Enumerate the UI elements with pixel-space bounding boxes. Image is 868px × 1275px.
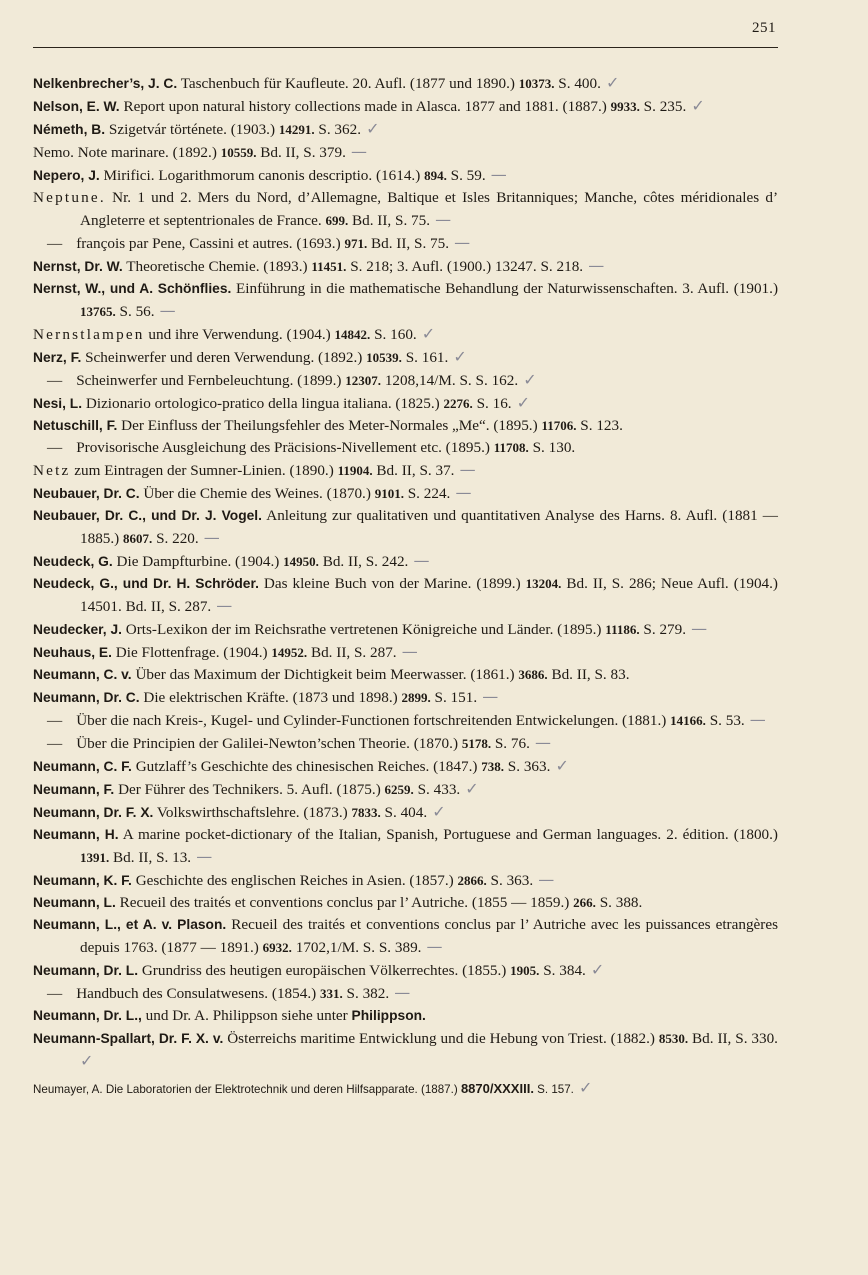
entry-author: Neumann, L., et A. v. Plason. xyxy=(33,917,227,932)
entry-number: 894. xyxy=(424,168,447,183)
entry-author: Neuhaus, E. xyxy=(33,645,112,660)
entry-number: 6259. xyxy=(384,782,414,797)
entry-location: S. 384. xyxy=(539,962,586,979)
entry-number: 11708. xyxy=(493,440,529,455)
entry-location: S. 279. xyxy=(639,621,687,638)
pencil-dash-icon: — xyxy=(430,210,452,229)
entry-number: 699. xyxy=(325,213,349,228)
pencil-dash-icon: — xyxy=(583,256,605,275)
entry-title: Der Einfluss der Theilungsfehler des Meter-Normales „Me“. (1895.) xyxy=(117,417,542,434)
index-entry xyxy=(33,1027,778,1073)
pencil-check-icon: ✓ xyxy=(361,119,380,138)
entry-heading: Netz xyxy=(33,462,71,479)
entry-number: 266. xyxy=(573,895,596,910)
index-entry xyxy=(33,164,778,187)
index-entry xyxy=(33,1005,778,1027)
pencil-dash-icon: — xyxy=(485,165,507,184)
index-entry xyxy=(33,95,778,118)
pencil-check-icon: ✓ xyxy=(460,779,479,798)
entry-number: 2276. xyxy=(443,396,473,411)
entry-location: S. 220. xyxy=(152,530,199,547)
entry-location: S. 53. xyxy=(705,712,745,729)
entry-title: Theoretische Chemie. (1893.) xyxy=(122,258,312,275)
entry-author: Neumann, C. v. xyxy=(33,667,132,682)
entry-location: S. 400. xyxy=(554,75,601,92)
pencil-dash-icon: — xyxy=(529,733,551,752)
entry-location: S. 388. xyxy=(595,894,643,911)
index-entry xyxy=(33,482,778,505)
entry-title: Über die Principien der Galilei-Newton’schen Theorie. (1870.) xyxy=(76,735,462,752)
entry-title: Handbuch des Consulatwesens. (1854.) xyxy=(76,985,320,1002)
entry-location: S. 224. xyxy=(403,485,451,502)
entry-title: Die Dampfturbine. (1904.) xyxy=(112,553,284,570)
pencil-dash-icon: — xyxy=(198,528,220,547)
entry-number: 9101. xyxy=(374,486,404,501)
entry-title: Über das Maximum der Dichtigkeit beim Meerwasser. (1861.) xyxy=(131,666,519,683)
ditto-dash: — xyxy=(47,439,63,456)
header-rule xyxy=(33,47,778,48)
entry-number: 1391. xyxy=(80,850,110,865)
entry-author: Nelson, E. W. xyxy=(33,99,120,114)
index-entries xyxy=(33,72,778,1101)
entry-location: 1702,1/M. S. S. 389. xyxy=(291,939,422,956)
entry-number: 13765. xyxy=(80,304,116,319)
entry-author: Nernst, Dr. W. xyxy=(33,259,123,274)
entry-author: Neumann, Dr. L., xyxy=(33,1008,142,1023)
entry-author: Nelkenbrecher’s, J. C. xyxy=(33,76,178,91)
entry-location: S. 235. xyxy=(639,98,687,115)
entry-title: Einführung in die mathematische Behandlung der Naturwissenschaften. 3. Aufl. (1901.) xyxy=(231,280,778,297)
pencil-check-icon: ✓ xyxy=(573,1078,593,1097)
entry-number: 1905. xyxy=(510,963,540,978)
pencil-dash-icon: — xyxy=(477,687,499,706)
entry-title: Die elektrischen Kräfte. (1873 und 1898.) xyxy=(139,689,402,706)
entry-title: Das kleine Buch von der Marine. (1899.) xyxy=(258,575,526,592)
entry-author: Nesi, L. xyxy=(33,396,83,411)
entry-author: Neudecker, J. xyxy=(33,622,122,637)
entry-number: 10539. xyxy=(366,350,402,365)
index-entry xyxy=(33,914,778,959)
entry-location: Bd. II, S. 37. xyxy=(372,462,455,479)
entry-title: Scheinwerfer und deren Verwendung. (1892.) xyxy=(81,349,367,366)
pencil-dash-icon: — xyxy=(389,983,411,1002)
entry-title: Recueil des traités et conventions conclus par l’ Autriche. (1855 — 1859.) xyxy=(115,894,574,911)
index-entry xyxy=(33,664,778,686)
entry-location: S. 160. xyxy=(370,326,417,343)
entry-title: Die Laboratorien der Elektrotechnik und deren Hilfsapparate. (1887.) xyxy=(102,1083,461,1096)
entry-title: Note marinare. (1892.) xyxy=(73,144,221,161)
entry-author: Netuschill, F. xyxy=(33,418,118,433)
entry-number: 9933. xyxy=(610,99,640,114)
entry-author: Nernst, W., und A. Schönflies. xyxy=(33,281,232,296)
entry-number: 11904. xyxy=(337,463,373,478)
index-entry xyxy=(33,392,778,415)
entry-title: Gutzlaff’s Geschichte des chinesischen Reiches. (1847.) xyxy=(131,758,482,775)
pencil-check-icon: ✓ xyxy=(600,73,620,92)
entry-heading: Nernstlampen xyxy=(33,326,145,343)
entry-number: 2866. xyxy=(457,873,487,888)
entry-number: 14166. xyxy=(670,713,706,728)
entry-number: 5178. xyxy=(461,736,492,751)
pencil-dash-icon: — xyxy=(191,847,213,866)
index-entry xyxy=(33,959,778,982)
entry-location: Bd. II, S. 242. xyxy=(318,553,409,570)
entry-location: Bd. II, S. 75. xyxy=(367,235,450,252)
entry-location: S. 218; 3. Aufl. (1900.) 13247. S. 218. xyxy=(346,258,584,275)
entry-title: Volkswirthschaftslehre. (1873.) xyxy=(153,804,352,821)
entry-number: 14842. xyxy=(334,327,371,342)
index-entry xyxy=(33,369,778,392)
entry-location: S. 123. xyxy=(576,417,623,434)
entry-title: und Dr. A. Philippson siehe unter xyxy=(141,1007,352,1024)
index-entry xyxy=(33,778,778,801)
entry-location: Bd. II, S. 379. xyxy=(256,144,346,161)
index-entry xyxy=(33,187,778,232)
entry-number: 10373. xyxy=(518,76,555,91)
index-entry xyxy=(33,278,778,323)
entry-title: Der Führer des Technikers. 5. Aufl. (1875.) xyxy=(114,781,385,798)
entry-title: Geschichte des englischen Reiches in Asien. (1857.) xyxy=(131,872,458,889)
pencil-check-icon: ✓ xyxy=(427,802,446,821)
entry-title: Über die nach Kreis-, Kugel- und Cylinder-Functionen fortschreitenden Entwickelungen. (1881.) xyxy=(76,712,671,729)
entry-author: Neumann, C. F. xyxy=(33,759,132,774)
entry-title: Österreichs maritime Entwicklung und die Hebung von Triest. (1882.) xyxy=(223,1030,659,1047)
entry-location: S. 363. xyxy=(486,872,534,889)
entry-number: 3686. xyxy=(518,667,548,682)
pencil-dash-icon: — xyxy=(408,551,430,570)
index-entry xyxy=(33,323,778,346)
entry-number: 14950. xyxy=(283,554,319,569)
entry-number: 11706. xyxy=(541,418,577,433)
index-entry xyxy=(33,415,778,437)
entry-location: S. 362. xyxy=(314,121,362,138)
entry-number: 8607. xyxy=(123,531,153,546)
entry-number: 8530. xyxy=(658,1031,689,1046)
entry-title: Nr. 1 und 2. Mers du Nord, d’Allemagne, Baltique et Isles Britanniques; Manche, côtes méridionales d’ Angleterre et septentrionales de France. xyxy=(80,189,778,229)
entry-title: Die Flottenfrage. (1904.) xyxy=(111,644,272,661)
entry-number: 331. xyxy=(320,986,343,1001)
pencil-dash-icon: — xyxy=(454,460,476,479)
entry-number: 6932. xyxy=(262,940,292,955)
entry-location: Bd. II, S. 287. xyxy=(307,644,397,661)
index-entry xyxy=(33,346,778,369)
entry-location: S. 161. xyxy=(401,349,449,366)
entry-author: Neubauer, Dr. C. xyxy=(33,486,140,501)
entry-title: Anleitung zur qualitativen und quantitativen Analyse des Harns. 8. Aufl. (1881 — 1885.) xyxy=(80,507,778,547)
pencil-check-icon: ✓ xyxy=(585,960,605,979)
entry-number: 8870/XXXIII. xyxy=(460,1081,534,1096)
ditto-dash: — xyxy=(47,735,63,752)
entry-title: Szigetvár története. (1903.) xyxy=(105,121,279,138)
entry-heading: Neptune. xyxy=(33,189,106,206)
entry-author: Nerz, F. xyxy=(33,350,82,365)
entry-author: Neumann, F. xyxy=(33,782,115,797)
index-entry xyxy=(33,982,778,1005)
index-entry xyxy=(33,573,778,618)
entry-location: Bd. II, S. 330. xyxy=(688,1030,778,1047)
entry-author: Neumann, K. F. xyxy=(33,873,132,888)
index-entry xyxy=(33,255,778,278)
pencil-dash-icon: — xyxy=(211,596,233,615)
entry-title: Report upon natural history collections made in Alasca. 1877 and 1881. (1887.) xyxy=(119,98,611,115)
entry-title: Orts-Lexikon der im Reichsrathe vertretenen Königreiche und Länder. (1895.) xyxy=(121,621,606,638)
pencil-dash-icon: — xyxy=(396,642,418,661)
entry-title: Dizionario ortologico-pratico della lingua italiana. (1825.) xyxy=(82,395,444,412)
index-entry xyxy=(33,1077,778,1101)
entry-location: S. 56. xyxy=(115,303,155,320)
entry-author: Neumann, Dr. L. xyxy=(33,963,139,978)
pencil-dash-icon: — xyxy=(449,233,471,252)
index-entry xyxy=(33,824,778,869)
entry-number: 738. xyxy=(481,759,504,774)
entry-number: 971. xyxy=(344,236,368,251)
entry-author: Neumayer, A. xyxy=(33,1083,103,1096)
index-entry xyxy=(33,641,778,664)
page-number: 251 xyxy=(752,20,776,36)
entry-title: Grundriss des heutigen europäischen Völkerrechtes. (1855.) xyxy=(138,962,511,979)
entry-location: S. 59. xyxy=(446,167,486,184)
pencil-dash-icon: — xyxy=(744,710,766,729)
entry-heading: Nemo. xyxy=(33,144,74,161)
entry-number: 11186. xyxy=(605,622,640,637)
entry-location: 1208,14/M. S. S. 162. xyxy=(381,372,519,389)
entry-number: 10559. xyxy=(220,145,257,160)
pencil-dash-icon: — xyxy=(345,142,367,161)
pencil-dash-icon: — xyxy=(533,870,555,889)
entry-location: S. 157. xyxy=(533,1083,574,1096)
entry-title: Recueil des traités et conventions conclus par l’ Autriche avec les puissances etrangères depuis 1763. (1877 — 1891.) xyxy=(80,916,778,956)
pencil-dash-icon: — xyxy=(686,619,708,638)
entry-number: 13204. xyxy=(525,576,562,591)
entry-location: S. 130. xyxy=(528,439,576,456)
index-entry xyxy=(33,732,778,755)
entry-cross-reference: Philippson. xyxy=(351,1008,426,1023)
pencil-check-icon: ✓ xyxy=(550,756,569,775)
index-entry xyxy=(33,755,778,778)
index-entry xyxy=(33,801,778,824)
index-entry xyxy=(33,232,778,255)
index-entry xyxy=(33,118,778,141)
pencil-dash-icon: — xyxy=(421,937,443,956)
entry-location: Bd. II, S. 13. xyxy=(109,849,192,866)
index-entry xyxy=(33,892,778,914)
entry-number: 7833. xyxy=(351,805,381,820)
entry-location: S. 363. xyxy=(503,758,551,775)
entry-title: Taschenbuch für Kaufleute. 20. Aufl. (1877 und 1890.) xyxy=(177,75,519,92)
entry-title: Mirifici. Logarithmorum canonis descriptio. (1614.) xyxy=(99,167,425,184)
entry-author: Neumann-Spallart, Dr. F. X. v. xyxy=(33,1031,224,1046)
entry-location: Bd. II, S. 83. xyxy=(547,666,630,683)
entry-location: S. 16. xyxy=(472,395,512,412)
index-entry xyxy=(33,550,778,573)
entry-author: Neumann, H. xyxy=(33,827,119,842)
ditto-dash: — xyxy=(47,235,63,252)
ditto-dash: — xyxy=(47,712,63,729)
entry-title: Scheinwerfer und Fernbeleuchtung. (1899.) xyxy=(76,372,346,389)
entry-author: Neubauer, Dr. C., und Dr. J. Vogel. xyxy=(33,508,262,523)
entry-author: Neudeck, G., und Dr. H. Schröder. xyxy=(33,576,259,591)
entry-location: S. 433. xyxy=(413,781,461,798)
pencil-check-icon: ✓ xyxy=(518,370,537,389)
pencil-check-icon: ✓ xyxy=(416,324,436,343)
index-entry xyxy=(33,618,778,641)
entry-title: Provisorische Ausgleichung des Präcisions-Nivellement etc. (1895.) xyxy=(76,439,494,456)
entry-location: S. 151. xyxy=(430,689,478,706)
entry-number: 11451. xyxy=(311,259,347,274)
pencil-check-icon: ✓ xyxy=(80,1051,94,1070)
entry-title: zum Eintragen der Sumner-Linien. (1890.) xyxy=(70,462,338,479)
entry-number: 12307. xyxy=(345,373,382,388)
pencil-dash-icon: — xyxy=(154,301,176,320)
entry-title: und ihre Verwendung. (1904.) xyxy=(144,326,335,343)
pencil-check-icon: ✓ xyxy=(686,96,705,115)
ditto-dash: — xyxy=(47,985,63,1002)
index-entry xyxy=(33,686,778,709)
index-entry xyxy=(33,459,778,482)
entry-author: Neumann, Dr. F. X. xyxy=(33,805,154,820)
entry-location: S. 404. xyxy=(380,804,428,821)
entry-author: Neudeck, G. xyxy=(33,554,113,569)
entry-title: A marine pocket-dictionary of the Italian, Spanish, Portuguese and German languages. 2. édition. (1800.) xyxy=(118,826,778,843)
entry-author: Neumann, Dr. C. xyxy=(33,690,140,705)
entry-location: Bd. II, S. 75. xyxy=(348,212,431,229)
index-entry xyxy=(33,709,778,732)
pencil-dash-icon: — xyxy=(450,483,472,502)
entry-location: S. 76. xyxy=(491,735,530,752)
entry-author: Neumann, L. xyxy=(33,895,116,910)
index-entry xyxy=(33,869,778,892)
entry-number: 14291. xyxy=(278,122,315,137)
entry-title: Über die Chemie des Weines. (1870.) xyxy=(139,485,375,502)
entry-location: S. 382. xyxy=(342,985,390,1002)
index-entry xyxy=(33,141,778,164)
index-entry xyxy=(33,505,778,550)
entry-title: françois par Pene, Cassini et autres. (1693.) xyxy=(76,235,345,252)
pencil-check-icon: ✓ xyxy=(511,393,531,412)
pencil-check-icon: ✓ xyxy=(448,347,467,366)
entry-number: 2899. xyxy=(401,690,431,705)
ditto-dash: — xyxy=(47,372,63,389)
entry-author: Németh, B. xyxy=(33,122,106,137)
entry-location: Bd. II, S. 286; Neue Aufl. (1904.) 14501. Bd. II, S. 287. xyxy=(80,575,778,615)
entry-author: Nepero, J. xyxy=(33,168,100,183)
index-entry xyxy=(33,437,778,459)
entry-number: 14952. xyxy=(271,645,308,660)
index-entry xyxy=(33,72,778,95)
